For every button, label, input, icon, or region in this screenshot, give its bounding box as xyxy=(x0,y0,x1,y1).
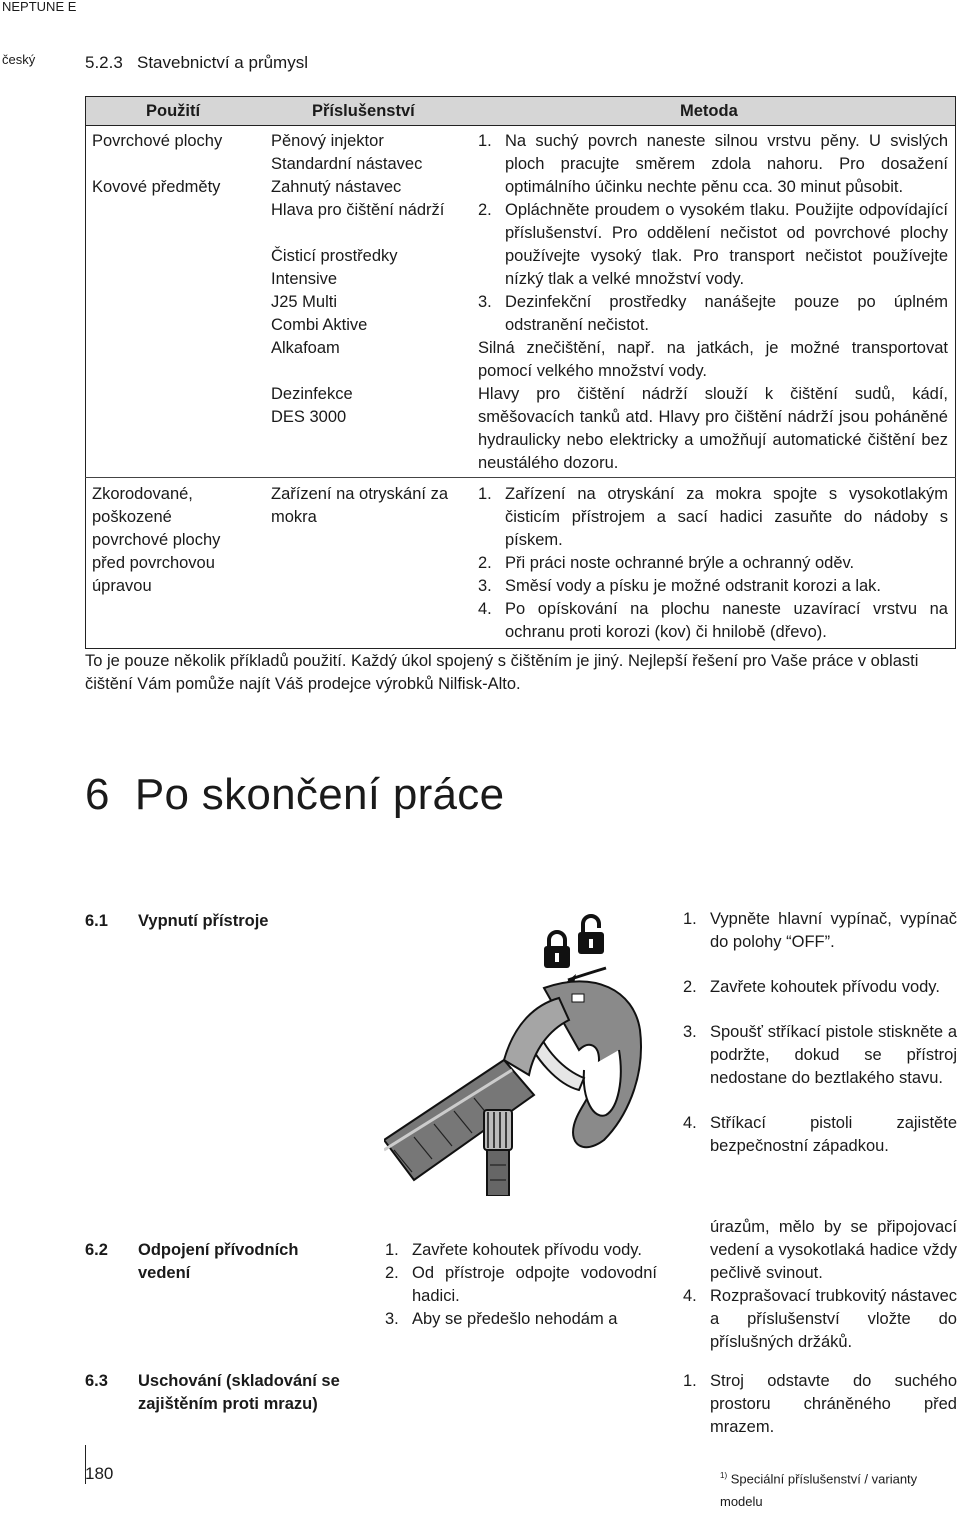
list-item: 4. Stříkací pistoli zajistěte bezpečnostní západkou. xyxy=(683,1114,957,1155)
section-title: Stavebnictví a průmysl xyxy=(136,53,308,72)
note-after-table: To je pouze několik příkladů použití. Každý úkol spojený s čištěním je jiný. Nejlepší řešení pro Vaše práce v oblasti čištění Vám pomůže najít Váš prodejce výrobků Nilfisk-Alto. xyxy=(85,652,919,693)
s63-title: Uschování (skladování se zajištěním proti mrazu) xyxy=(138,1372,340,1413)
col-header-accessories: Příslušenství xyxy=(312,102,415,120)
list-item-continuation: úrazům, mělo by se připojovací vedení a vysokotlaká hadice vždy pečlivě svinout. xyxy=(710,1218,957,1282)
s63-number: 6.3 xyxy=(85,1372,108,1390)
list-item: 1. Na suchý povrch naneste silnou vrstvu pěny. U svislých ploch pracujte směrem zdola nahoru. Pro dosažení optimálního účinku nechte pěnu cca. 30 minut působit. xyxy=(478,132,948,196)
method-note: Hlavy pro čištění nádrží slouží k čištění sudů, kádí, směšovacích tanků atd. Hlavy pro čištění nádrží jsou poháněné hydraulicky nebo elektricky a umožňují automatické čištění bez neustálého dozoru. xyxy=(478,385,948,472)
list-item: 3. Aby se předešlo nehodám a xyxy=(385,1310,618,1328)
lock-open-icon xyxy=(578,916,604,954)
section-number: 5.2.3 xyxy=(85,53,123,72)
lock-closed-icon xyxy=(544,932,570,968)
page-number: 180 xyxy=(85,1464,114,1483)
list-item: 3. Spoušť stříkací pistole stiskněte a podržte, dokud se přístroj nedostane do beztlakého stavu. xyxy=(683,1023,957,1087)
list-item: 1. Vypněte hlavní vypínač, vypínač do polohy “OFF”. xyxy=(683,910,957,951)
list-item: 2. Zavřete kohoutek přívodu vody. xyxy=(683,978,940,996)
s61-number: 6.1 xyxy=(85,912,108,930)
row1-accessories: Pěnový injektor Standardní nástavec Zahnutý nástavec Hlava pro čištění nádrží Čisticí prostředky Intensive J25 Multi Combi Aktive Alkafoam Dezinfekce DES 3000 xyxy=(271,132,445,426)
row-divider xyxy=(85,477,956,478)
footnote xyxy=(720,1464,960,1513)
row1-use: Povrchové plochy Kovové předměty xyxy=(92,132,223,196)
list-item: 4. Rozprašovací trubkovitý nástavec a příslušenství vložte do příslušných držáků. xyxy=(683,1287,957,1351)
list-item: 2. Při práci noste ochranné brýle a ochranný oděv. xyxy=(478,554,855,572)
footnote-text: Speciální příslušenství / varianty modelu xyxy=(720,1471,918,1510)
s63-steps xyxy=(683,1370,957,1439)
list-item: 1. Zařízení na otryskání za mokra spojte s vysokotlakým čisticím přístrojem a sací hadici zasuňte do nádoby s pískem. xyxy=(478,485,948,549)
s61-title: Vypnutí přístroje xyxy=(138,912,269,930)
list-item: 2. Opláchněte proudem o vysokém tlaku. Použijte odpovídající příslušenství. Pro oddělení nečistot od povrchové plochy používejte vysoký tlak. Pro transport nečistot používejte nízký tlak a velké množství vody. xyxy=(478,201,948,288)
brand-name: NEPTUNE E xyxy=(2,0,77,14)
chapter-heading xyxy=(85,770,504,820)
row2-accessories: Zařízení na otryskání za mokra xyxy=(271,485,448,526)
section-heading xyxy=(85,51,308,74)
col-header-use: Použití xyxy=(146,102,201,120)
s61-steps xyxy=(683,908,957,1158)
col-header-method: Metoda xyxy=(680,102,738,120)
list-item: 2. Od přístroje odpojte vodovodní hadici. xyxy=(385,1264,657,1305)
method-note: Silná znečištění, např. na jatkách, je možné transportovat pomocí velkého množství vody. xyxy=(478,339,948,380)
chapter-title: Po skončení práce xyxy=(134,770,505,819)
list-item: 1. Zavřete kohoutek přívodu vody. xyxy=(385,1241,642,1259)
list-item: 4. Po opískování na plochu naneste uzavírací vrstvu na ochranu proti korozi (kov) či hnilobě (dřevo). xyxy=(478,600,948,641)
s62-title: Odpojení přívodních vedení xyxy=(138,1241,299,1282)
row2-use: Zkorodované, poškozené povrchové plochy před povrchovou úpravou xyxy=(92,485,221,595)
chapter-number: 6 xyxy=(85,770,110,819)
spray-gun-illustration xyxy=(384,910,658,1196)
list-item: 3. Dezinfekční prostředky nanášejte pouze po úplném odstranění nečistot. xyxy=(478,293,948,334)
language-label: český xyxy=(2,52,36,67)
list-item: 1. Stroj odstavte do suchého prostoru chráněného před mrazem. xyxy=(683,1372,957,1436)
list-item: 3. Směsí vody a písku je možné odstranit korozi a lak. xyxy=(478,577,882,595)
row2-method xyxy=(478,483,948,644)
footnote-mark: 1) xyxy=(720,1471,728,1480)
s62-steps-continued xyxy=(683,1216,957,1354)
s62-steps xyxy=(385,1239,657,1331)
s62-number: 6.2 xyxy=(85,1241,108,1259)
row1-method xyxy=(478,130,948,475)
